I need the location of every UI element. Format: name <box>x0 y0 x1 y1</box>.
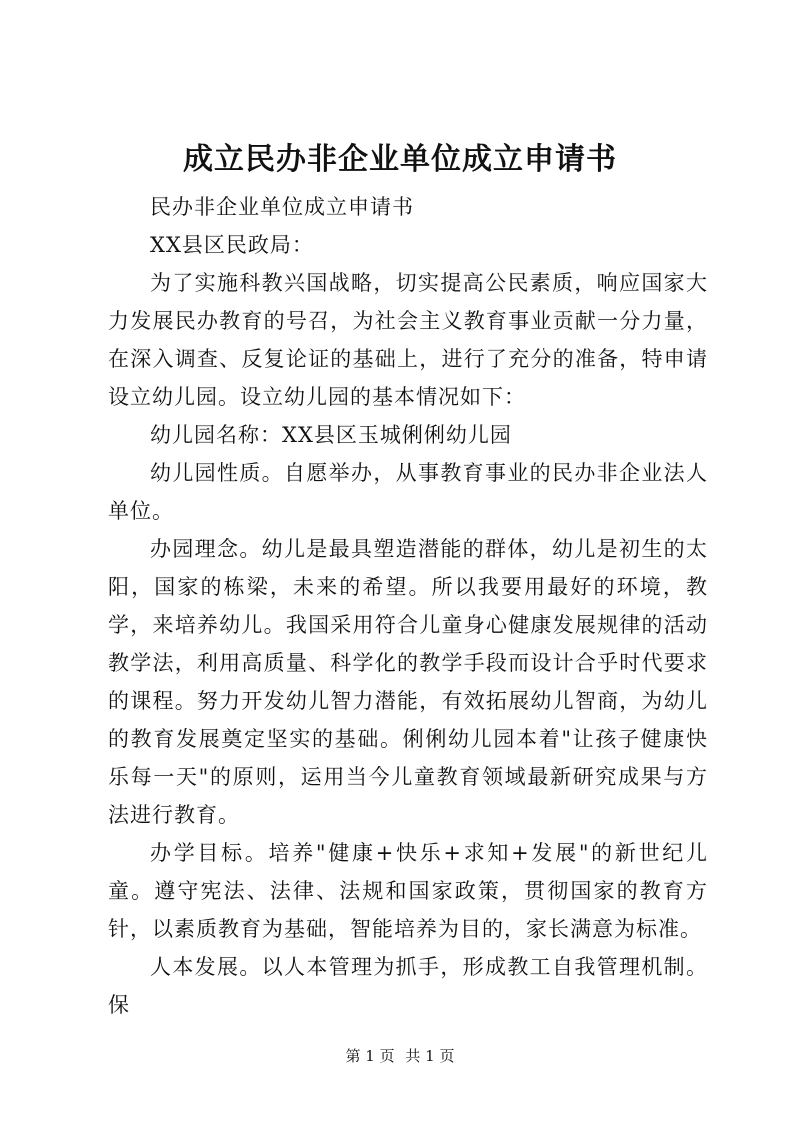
intro-paragraph: 为了实施科教兴国战略，切实提高公民素质，响应国家大力发展民办教育的号召，为社会主义教育事业贡献一分力量，在深入调查、反复论证的基础上，进行了充分的准备，特申请设立幼儿园。设立幼儿园的基本情况如下： <box>108 271 708 409</box>
page-number: 第 1 页 <box>345 1047 395 1065</box>
subtitle-paragraph: 民办非企业单位成立申请书 <box>150 195 414 219</box>
kindergarten-name-paragraph: 幼儿园名称：XX县区玉城俐俐幼儿园 <box>150 423 512 447</box>
page-total: 共 1 页 <box>405 1047 455 1065</box>
kindergarten-nature-paragraph: 幼儿园性质。自愿举办，从事教育事业的民办非企业法人单位。 <box>108 461 708 523</box>
goals-paragraph: 办学目标。培养"健康+快乐+求知+发展"的新世纪儿童。遵守宪法、法律、法规和国家政策，贯彻国家的教育方针，以素质教育为基础，智能培养为目的，家长满意为标准。 <box>108 841 708 941</box>
document-title: 成立民办非企业单位成立申请书 <box>183 142 617 177</box>
addressee-paragraph: XX县区民政局： <box>150 233 314 257</box>
development-paragraph: 人本发展。以人本管理为抓手，形成教工自我管理机制。保 <box>108 955 708 1017</box>
document-body <box>108 188 708 1024</box>
page-footer <box>0 1046 800 1066</box>
philosophy-paragraph: 办园理念。幼儿是最具塑造潜能的群体，幼儿是初生的太阳，国家的栋梁，未来的希望。所以我要用最好的环境，教学，来培养幼儿。我国采用符合儿童身心健康发展规律的活动教学法，利用高质量、科学化的教学手段而设计合乎时代要求的课程。努力开发幼儿智力潜能，有效拓展幼儿智商，为幼儿的教育发展奠定坚实的基础。俐俐幼儿园本着"让孩子健康快乐每一天"的原则，运用当今儿童教育领域最新研究成果与方法进行教育。 <box>108 537 708 827</box>
